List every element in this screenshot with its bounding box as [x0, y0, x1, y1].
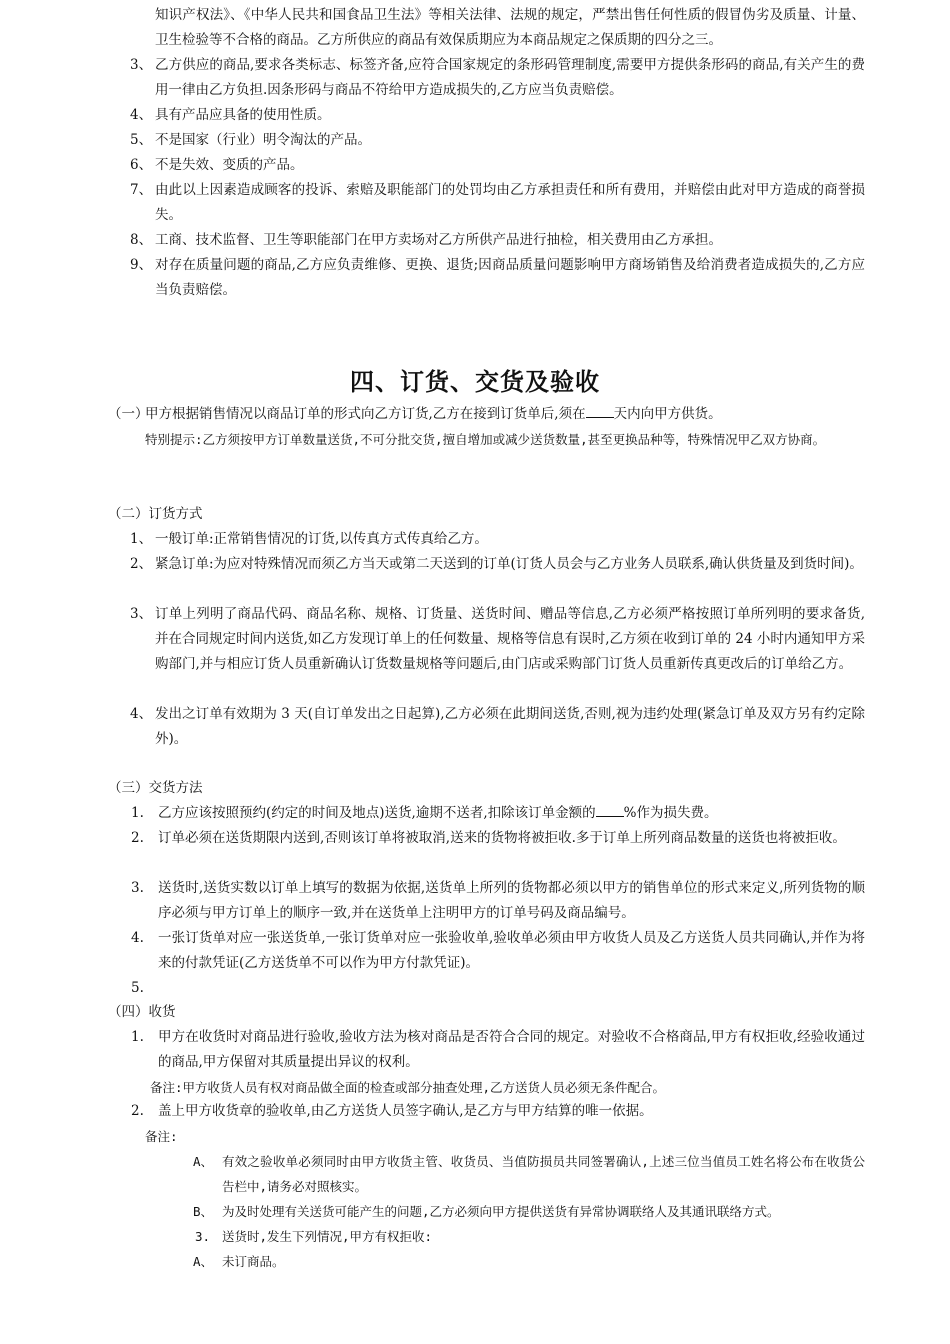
order-item-text: 订单上列明了商品代码、商品名称、规格、订货量、送货时间、赠品等信息,乙方必须严格按照订单所列明的要求备货,并在合同规定时间内送货,如乙方发现订单上的任何数量、规格等信息有误时,乙方须在收到订单的 24 小时内通知甲方采购部门,并与相应订货人员重新确认订货数量规格等问题后,由门店或采购部门订货人员重新传真更改后的订单给乙方。 — [155, 606, 865, 672]
remark-text: 送货时,发生下列情况,甲方有权拒收: — [222, 1229, 433, 1244]
penalty-percent-blank[interactable] — [596, 802, 624, 817]
receiving-note: 备注:甲方收货人员有权对商品做全面的检查或部分抽查处理,乙方送货人员必须无条件配合。 — [150, 1080, 666, 1095]
special-note — [145, 427, 865, 452]
clause-number: 3、 — [130, 57, 153, 73]
delivery-item-text: 送货时,送货实数以订单上填写的数据为依据,送货单上所列的货物都必须以甲方的销售单位的形式来定义,所列货物的顺序必须与甲方订单上的顺序一致,并在送货单上注明甲方的订单号码及商品编号。 — [158, 880, 865, 921]
receiving-item-text: 甲方在收货时对商品进行验收,验收方法为核对商品是否符合合同的规定。对验收不合格商品,甲方有权拒收,经验收通过的商品,甲方保留对其质量提出异议的权利。 — [158, 1029, 865, 1070]
receiving-item-number: 1. — [131, 1029, 144, 1045]
part4-heading: （四）收货 — [108, 1004, 176, 1020]
delivery-item-number: 1. — [131, 805, 144, 821]
clause-text: 具有产品应具备的使用性质。 — [155, 107, 331, 123]
order-item-number: 4、 — [130, 706, 153, 722]
remark-text: 有效之验收单必须同时由甲方收货主管、收货员、当值防损员共同签署确认,上述三位当值员工姓名将公布在收货公告栏中,请务必对照核实。 — [222, 1154, 865, 1194]
remark-text: 未订商品。 — [222, 1254, 285, 1269]
delivery-item-number: 5. — [131, 980, 144, 996]
remark-number: 3. — [195, 1229, 211, 1244]
receiving-item-number: 2. — [131, 1103, 144, 1119]
clause-text: 不是国家（行业）明令淘汰的产品。 — [155, 132, 371, 148]
delivery-item-number: 4. — [131, 930, 144, 946]
remark-number: A、 — [193, 1154, 214, 1169]
order-item-text: 紧急订单:为应对特殊情况而须乙方当天或第二天送到的订单(订货人员会与乙方业务人员联系,确认供货量及到货时间)。 — [155, 556, 863, 572]
special-note-text: 特别提示:乙方须按甲方订单数量送货,不可分批交货,擅自增加或减少送货数量,甚至更换品种等，特殊情况甲乙双方协商。 — [145, 432, 826, 447]
delivery-item-text: 订单必须在送货期限内送到,否则该订单将被取消,送来的货物将被拒收.多于订单上所列商品数量的送货也将被拒收。 — [158, 830, 846, 846]
clause-text: 对存在质量问题的商品,乙方应负责维修、更换、退货;因商品质量问题影响甲方商场销售及给消费者造成损失的,乙方应当负责赔偿。 — [155, 257, 865, 298]
part1-text-after: 天内向甲方供货。 — [613, 406, 722, 422]
clause-2-continuation: 知识产权法》、《中华人民共和国食品卫生法》等相关法律、法规的规定，严禁出售任何性质的假冒伪劣及质量、计量、卫生检验等不合格的商品。乙方所供应的商品有效保质期应为本商品规定之保质期的四分之三。 — [155, 7, 865, 48]
order-item-number: 1、 — [130, 531, 153, 547]
part2-heading: （二）订货方式 — [108, 506, 203, 522]
delivery-item-text: 一张订货单对应一张送货单,一张订货单对应一张验收单,验收单必须由甲方收货人员及乙方送货人员共同确认,并作为将来的付款凭证(乙方送货单不可以作为甲方付款凭证)。 — [158, 930, 865, 971]
clause-number: 9、 — [130, 257, 153, 273]
clause-text: 乙方供应的商品,要求各类标志、标签齐备,应符合国家规定的条形码管理制度,需要甲方提供条形码的商品,有关产生的费用一律由乙方负担.因条形码与商品不符给甲方造成损失的,乙方应当负责赔偿。 — [155, 57, 865, 98]
part-label: （一） — [108, 406, 149, 422]
order-item-text: 一般订单:正常销售情况的订货,以传真方式传真给乙方。 — [155, 531, 488, 547]
receiving-item-text: 盖上甲方收货章的验收单,由乙方送货人员签字确认,是乙方与甲方结算的唯一依据。 — [158, 1103, 653, 1119]
remark-text: 为及时处理有关送货可能产生的问题,乙方必须向甲方提供送货有异常协调联络人及其通讯联络方式。 — [222, 1204, 780, 1219]
delivery-item-1-before: 乙方应该按照预约(约定的时间及地点)送货,逾期不送者,扣除该订单金额的 — [158, 805, 596, 821]
delivery-item-1-after: %作为损失费。 — [623, 805, 718, 821]
delivery-item-1 — [158, 801, 865, 826]
part1-text — [145, 402, 865, 427]
part1-text-before: 甲方根据销售情况以商品订单的形式向乙方订货,乙方在接到订货单后,须在 — [145, 406, 586, 422]
clause-number: 6、 — [130, 157, 153, 173]
clause-number: 7、 — [130, 182, 153, 198]
part3-heading: （三）交货方法 — [108, 780, 203, 796]
clause-text: 不是失效、变质的产品。 — [155, 157, 304, 173]
clause-number: 8、 — [130, 232, 153, 248]
remarks-label: 备注: — [145, 1129, 178, 1144]
days-blank[interactable] — [586, 403, 614, 418]
order-item-text: 发出之订单有效期为 3 天(自订单发出之日起算),乙方必须在此期间送货,否则,视为违约处理(紧急订单及双方另有约定除外)。 — [155, 706, 865, 747]
remark-number: A、 — [193, 1254, 214, 1269]
delivery-item-number: 3. — [131, 880, 144, 896]
order-item-number: 3、 — [130, 606, 153, 622]
remark-number: B、 — [193, 1204, 214, 1219]
section-title: 四、订货、交货及验收 — [350, 368, 600, 396]
clause-number: 5、 — [130, 132, 153, 148]
clause-text: 由此以上因素造成顾客的投诉、索赔及职能部门的处罚均由乙方承担责任和所有费用，并赔偿由此对甲方造成的商誉损失。 — [155, 182, 865, 223]
delivery-item-number: 2. — [131, 830, 144, 846]
order-item-number: 2、 — [130, 556, 153, 572]
clause-text: 工商、技术监督、卫生等职能部门在甲方卖场对乙方所供产品进行抽检，相关费用由乙方承担。 — [155, 232, 722, 248]
clause-number: 4、 — [130, 107, 153, 123]
